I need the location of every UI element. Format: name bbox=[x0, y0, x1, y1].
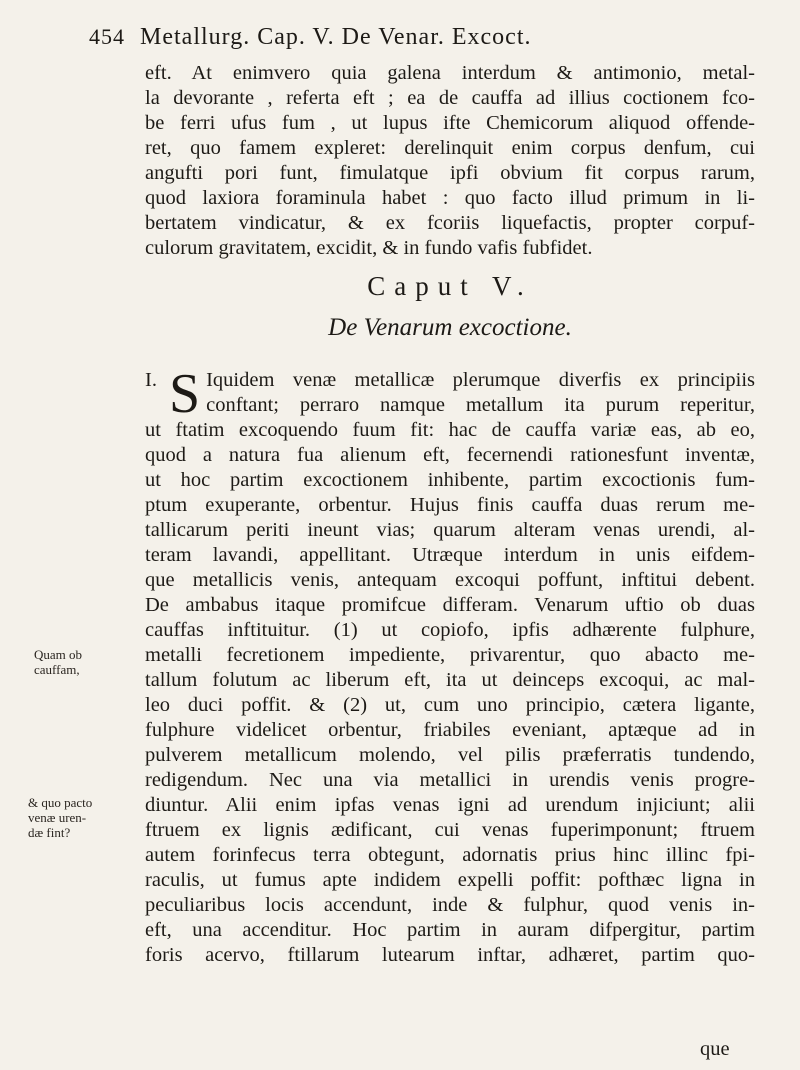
text-line: be ferri ufus fum , ut lupus ifte Chemicorum aliquod offende- bbox=[145, 112, 755, 134]
text-line: quod laxiora foraminula habet : quo facto illud primum in li- bbox=[145, 187, 755, 209]
margin-note-line: Quam ob bbox=[34, 647, 83, 662]
running-head bbox=[89, 24, 729, 51]
running-title: Metallurg. Cap. V. De Venar. Excoct. bbox=[140, 24, 532, 50]
text-line: ut hoc partim excoctionem inhibente, partim excoctionis fum- bbox=[145, 469, 755, 491]
text-line: conftant; perraro namque metallum ita purum reperitur, bbox=[206, 394, 755, 416]
drop-cap: S bbox=[168, 363, 201, 425]
text-line: angufti pori funt, fimulatque ipfi obvium fit corpus rarum, bbox=[145, 162, 755, 184]
text-line: culorum gravitatem, excidit, & in fundo vafis fubfidet. bbox=[145, 237, 593, 259]
chapter-heading: Caput V. bbox=[367, 271, 533, 301]
margin-note-line: dæ fint? bbox=[28, 825, 71, 840]
margin-note-method bbox=[28, 795, 138, 840]
text-line: peculiaribus locis accendunt, inde & fulphur, quod venis in- bbox=[145, 894, 755, 916]
text-line: redigendum. Nec una via metallici in urendis venis progre- bbox=[145, 769, 755, 791]
margin-note-cause bbox=[34, 647, 144, 677]
text-line: diuntur. Alii enim ipfas venas igni ad urendum injiciunt; alii bbox=[145, 794, 755, 816]
text-line: eft. At enimvero quia galena interdum & antimonio, metal- bbox=[145, 62, 755, 84]
margin-note-line: venæ uren- bbox=[28, 810, 87, 825]
text-line: De ambabus itaque promifcue differam. Venarum uftio ob duas bbox=[145, 594, 755, 616]
text-line: la devorante , referta eft ; ea de cauffa ad illius coctionem fco- bbox=[145, 87, 755, 109]
text-line: ftruem ex lignis ædificant, cui venas fuperimponunt; ftruem bbox=[145, 819, 755, 841]
text-line: eft, una accenditur. Hoc partim in auram difpergitur, partim bbox=[145, 919, 755, 941]
paragraph-number: I. bbox=[145, 369, 157, 391]
text-line: bertatem vindicatur, & ex fcoriis liquefactis, propter corpuf- bbox=[145, 212, 755, 234]
text-line: foris acervo, ftillarum lutearum inftar, adhæret, partim quo- bbox=[145, 944, 755, 966]
text-line: metalli fecretionem impediente, privarentur, quo abacto me- bbox=[145, 644, 755, 666]
text-line: ret, quo famem expleret: derelinquit enim corpus denfum, cui bbox=[145, 137, 755, 159]
text-line: tallum folutum ac liberum eft, ita ut deinceps excoqui, ac mal- bbox=[145, 669, 755, 691]
chapter-subtitle: De Venarum excoctione. bbox=[328, 314, 572, 341]
text-line: autem forinfecus terra obtegunt, adornatis prius hinc illinc fpi- bbox=[145, 844, 755, 866]
top-paragraph bbox=[145, 61, 755, 261]
catchword: que bbox=[700, 1038, 730, 1060]
text-line: que metallicis venis, antequam excoqui poffunt, inftitui debent. bbox=[145, 569, 755, 591]
text-line: cauffas inftituitur. (1) ut copiofo, ipfis adhærente fulphure, bbox=[145, 619, 755, 641]
text-line: teram lavandi, appellitant. Utræque interdum in unis eifdem- bbox=[145, 544, 755, 566]
text-line: quod a natura fua alienum eft, fecernendi rationesfunt inventæ, bbox=[145, 444, 755, 466]
text-line: Iquidem venæ metallicæ plerumque diverfis ex principiis bbox=[206, 369, 755, 391]
text-line: ut ftatim excoquendo fuum fit: hac de cauffa variæ eas, ab eo, bbox=[145, 419, 755, 441]
text-line: tallicarum periti ineunt vias; quarum alteram venas urendi, al- bbox=[145, 519, 755, 541]
text-line: pulverem metallicum molendo, vel pilis præferratis tundendo, bbox=[145, 744, 755, 766]
text-line: raculis, ut fumus apte indidem expelli poffit: pofthæc ligna in bbox=[145, 869, 755, 891]
text-line: leo duci poffit. & (2) ut, cum uno principio, cætera ligante, bbox=[145, 694, 755, 716]
margin-note-line: cauffam, bbox=[34, 662, 80, 677]
margin-note-line: & quo pacto bbox=[28, 795, 93, 810]
text-line: ptum exuperante, orbentur. Hujus finis cauffa duas rerum me- bbox=[145, 494, 755, 516]
main-paragraph bbox=[145, 363, 755, 968]
page-number: 454 bbox=[89, 24, 125, 49]
text-line: fulphure videlicet orbentur, friabiles eveniant, aptæque ad in bbox=[145, 719, 755, 741]
